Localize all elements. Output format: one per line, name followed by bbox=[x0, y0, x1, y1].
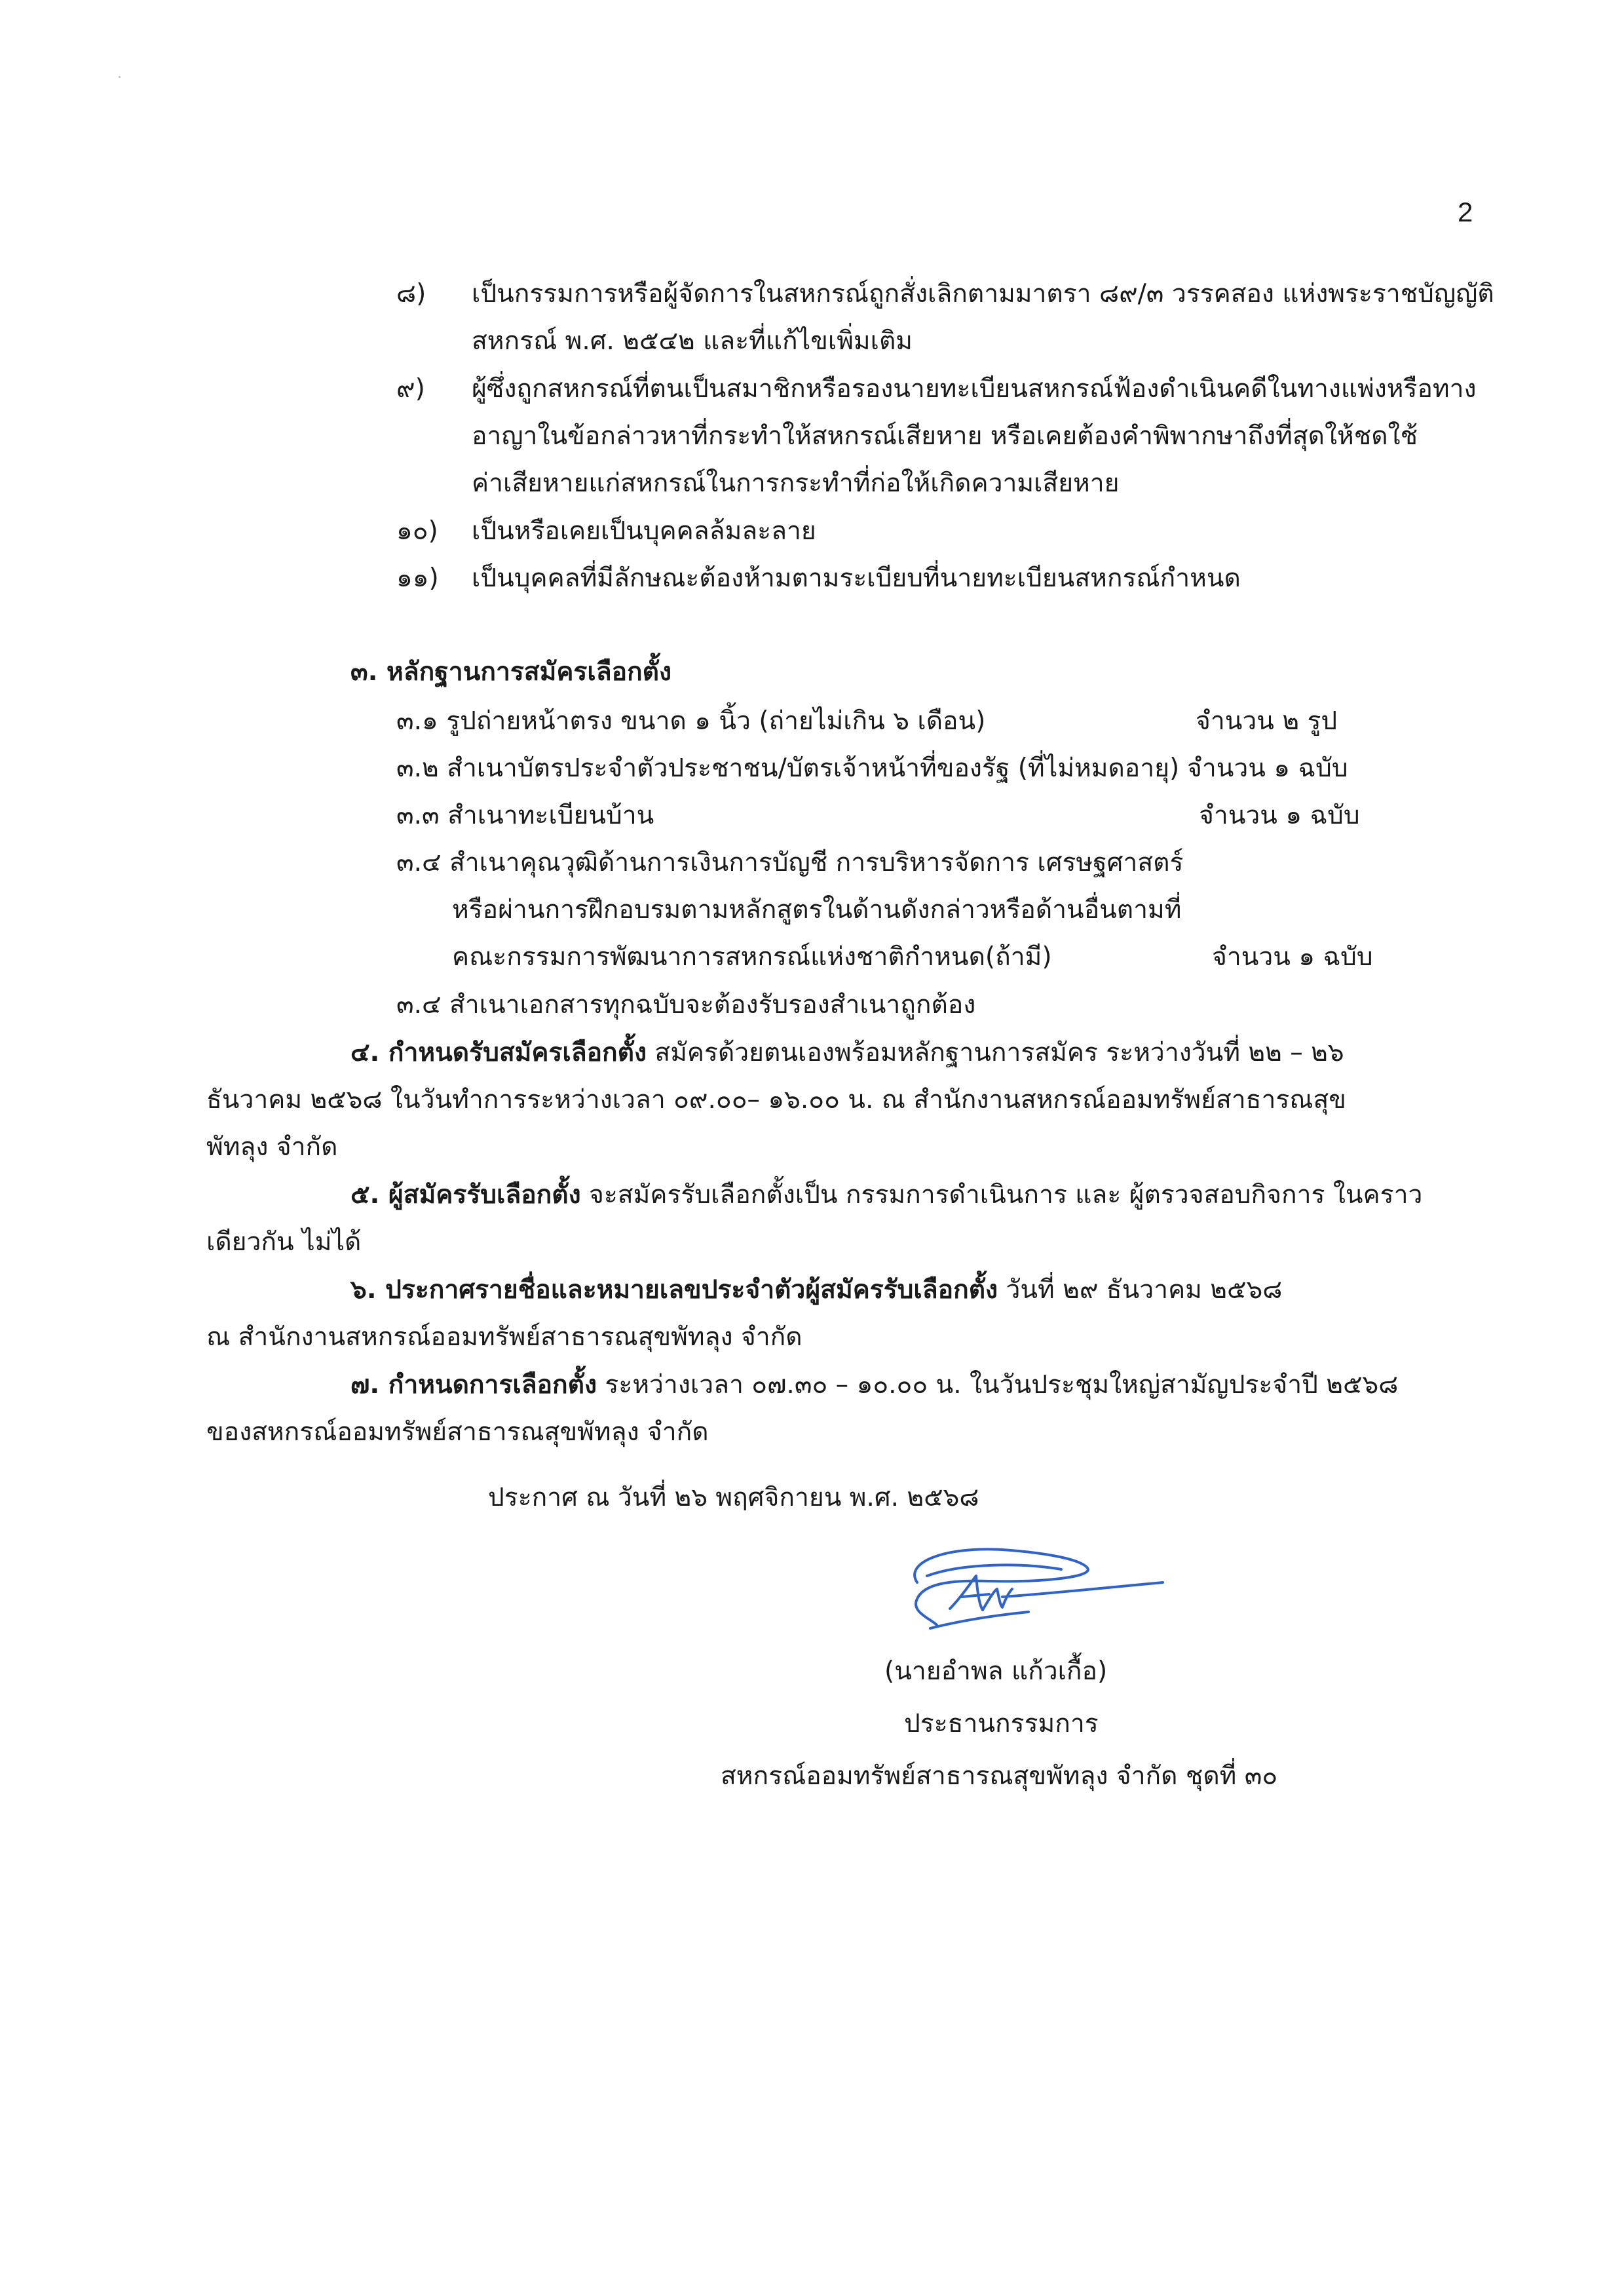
signature-image bbox=[891, 1537, 1166, 1635]
section-line: ๔. กำหนดรับสมัครเลือกตั้ง สมัครด้วยตนเองพร้อมหลักฐานการสมัคร ระหว่างวันที่ ๒๒ – ๒๖ bbox=[350, 1038, 1344, 1067]
item-number: ๑๑) bbox=[396, 564, 439, 593]
item-line: ผู้ซึ่งถูกสหกรณ์ที่ตนเป็นสมาชิกหรือรองนายทะเบียนสหกรณ์ฟ้องดำเนินคดีในทางแพ่งหรือทาง bbox=[472, 374, 1477, 404]
section-line: เดียวกัน ไม่ได้ bbox=[206, 1227, 362, 1257]
item-number: ๘) bbox=[396, 279, 426, 309]
item-number: ๙) bbox=[396, 374, 425, 404]
section-line: ธันวาคม ๒๕๖๘ ในวันทำการระหว่างเวลา ๐๙.๐๐– ๑๖.๐๐ น. ณ สำนักงานสหกรณ์ออมทรัพย์สาธารณสุข bbox=[206, 1085, 1346, 1115]
signer-name: (นายอำพล แก้วเกื้อ) bbox=[884, 1656, 1108, 1686]
evidence-item-cont: หรือผ่านการฝึกอบรมตามหลักสูตรในด้านดังกล่าวหรือด้านอื่นตามที่ bbox=[452, 895, 1182, 925]
item-line: อาญาในข้อกล่าวหาที่กระทำให้สหกรณ์เสียหาย หรือเคยต้องคำพิพากษาถึงที่สุดให้ชดใช้ bbox=[472, 421, 1418, 451]
item-number: ๑๐) bbox=[396, 516, 438, 546]
section-line: ของสหกรณ์ออมทรัพย์สาธารณสุขพัทลุง จำกัด bbox=[206, 1417, 709, 1447]
evidence-item-cont: คณะกรรมการพัฒนาการสหกรณ์แห่งชาติกำหนด(ถ้ามี) bbox=[452, 942, 1052, 972]
item-line: ค่าเสียหายแก่สหกรณ์ในการกระทำที่ก่อให้เกิดความเสียหาย bbox=[472, 469, 1120, 498]
section-line: ๗. กำหนดการเลือกตั้ง ระหว่างเวลา ๐๗.๓๐ – ๑๐.๐๐ น. ในวันประชุมใหญ่สามัญประจำปี ๒๕๖๘ bbox=[350, 1370, 1399, 1400]
evidence-item: ๓.๓ สำเนาทะเบียนบ้าน bbox=[396, 801, 654, 830]
section-heading: ๕. ผู้สมัครรับเลือกตั้ง bbox=[350, 1180, 581, 1210]
scan-speck bbox=[119, 76, 121, 78]
section-heading: ๗. กำหนดการเลือกตั้ง bbox=[350, 1370, 597, 1400]
evidence-item: ๓.๒ สำเนาบัตรประจำตัวประชาชน/บัตรเจ้าหน้าที่ของรัฐ (ที่ไม่หมดอายุ) bbox=[396, 754, 1180, 783]
evidence-item: ๓.๔ สำเนาคุณวุฒิด้านการเงินการบัญชี การบริหารจัดการ เศรษฐศาสตร์ bbox=[396, 848, 1184, 877]
item-line: เป็นบุคคลที่มีลักษณะต้องห้ามตามระเบียบที่นายทะเบียนสหกรณ์กำหนด bbox=[472, 564, 1241, 593]
signer-position: ประธานกรรมการ bbox=[904, 1709, 1099, 1738]
section-heading: ๔. กำหนดรับสมัครเลือกตั้ง bbox=[350, 1038, 647, 1067]
item-line: เป็นกรรมการหรือผู้จัดการในสหกรณ์ถูกสั่งเลิกตามมาตรา ๘๙/๓ วรรคสอง แห่งพระราชบัญญัติ bbox=[472, 279, 1494, 309]
signer-organization: สหกรณ์ออมทรัพย์สาธารณสุขพัทลุง จำกัด ชุดที่ ๓๐ bbox=[721, 1761, 1278, 1791]
item-line: เป็นหรือเคยเป็นบุคคลล้มละลาย bbox=[472, 516, 816, 546]
section-heading: ๓. หลักฐานการสมัครเลือกตั้ง bbox=[350, 657, 671, 687]
evidence-item: ๓.๑ รูปถ่ายหน้าตรง ขนาด ๑ นิ้ว (ถ่ายไม่เกิน ๖ เดือน) bbox=[396, 706, 986, 736]
evidence-qty: จำนวน ๒ รูป bbox=[1196, 706, 1338, 736]
section-line: ๖. ประกาศรายชื่อและหมายเลขประจำตัวผู้สมัครรับเลือกตั้ง วันที่ ๒๙ ธันวาคม ๒๕๖๘ bbox=[350, 1275, 1283, 1305]
evidence-item: ๓.๔ สำเนาเอกสารทุกฉบับจะต้องรับรองสำเนาถูกต้อง bbox=[396, 990, 976, 1020]
section-heading: ๖. ประกาศรายชื่อและหมายเลขประจำตัวผู้สมัครรับเลือกตั้ง bbox=[350, 1275, 998, 1305]
section-line: ๕. ผู้สมัครรับเลือกตั้ง จะสมัครรับเลือกตั้งเป็น กรรมการดำเนินการ และ ผู้ตรวจสอบกิจการ ในคราว bbox=[350, 1180, 1423, 1210]
evidence-qty: จำนวน ๑ ฉบับ bbox=[1212, 942, 1373, 972]
item-line: สหกรณ์ พ.ศ. ๒๕๔๒ และที่แก้ไขเพิ่มเติม bbox=[472, 326, 913, 356]
evidence-qty: จำนวน ๑ ฉบับ bbox=[1199, 801, 1360, 830]
section-line: ณ สำนักงานสหกรณ์ออมทรัพย์สาธารณสุขพัทลุง จำกัด bbox=[206, 1322, 803, 1352]
evidence-qty: จำนวน ๑ ฉบับ bbox=[1187, 754, 1348, 783]
section-line: พัทลุง จำกัด bbox=[206, 1132, 338, 1162]
page-number: 2 bbox=[1458, 197, 1473, 227]
announce-date: ประกาศ ณ วันที่ ๒๖ พฤศจิกายน พ.ศ. ๒๕๖๘ bbox=[488, 1483, 979, 1512]
